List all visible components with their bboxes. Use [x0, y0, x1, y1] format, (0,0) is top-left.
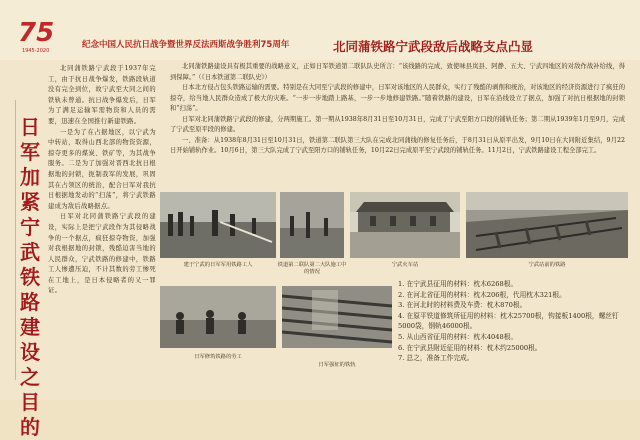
materials-list — [398, 279, 628, 364]
body-paragraph: 北同蒲铁路建设具有极其重要的战略意义，正如日军铁道第二联队队史所言：“该线路的完成，致使味县岚县、阿静、五大、宁武四地区的对敌作战补给线，得到保障。”（《日本铁道第二联队史》） — [170, 63, 625, 81]
photo-laborers — [160, 286, 276, 348]
list-item: 3. 在河北时的材料费及车费：枕木870根。 — [398, 301, 527, 310]
list-item: 2. 在河北省征用的材料：枕木206根，代用枕木321根。 — [398, 290, 566, 299]
list-item: 1. 在宁武县征用的材料：枕木6268根。 — [398, 280, 518, 288]
photo-caption: 铁道第二联队第二大队施工中的情况 — [277, 262, 347, 275]
left-paragraph: 北同蒲铁路宁武段于1937年完工，由于抗日战争爆发，铁路段轨道没有完全到位，故宁武至大同之间的铁轨未曾通。抗日战争爆发后，日军为了满足运输军需物资和人员的需要，迅速在全国推行新建铁路。 — [48, 65, 156, 125]
side-title: 日军加紧宁武铁路建设之目的 — [20, 115, 40, 439]
photo-caption: 宁武站前的铁路 — [528, 262, 566, 268]
list-item: 6. 在宁武县附近征用的材料：枕木约25000根。 — [398, 343, 542, 352]
body-paragraph: 日军对北同蒲铁路宁武段的修建，分两期施工。第一期从1938年8月31日至10月31日，完成了宁武至阳方口段的铺轨任务；第二期从1939年1月至9月，完成了宁武至原平段的修建。 — [170, 115, 625, 133]
anniversary-text: 纪念中国人民抗日战争暨世界反法西斯战争胜利75周年 — [82, 40, 290, 50]
photo-workers — [160, 192, 276, 258]
logo-years: 1945-2020 — [22, 48, 50, 54]
photo-caption: 日军强征的铁轨 — [318, 362, 356, 368]
left-paragraph: 日军对北同蒲铁路宁武段的建设，实际上是把宁武段作为其侵略战争的一个据点，疯狂掠夺物资，加强对我根据地的封锁，残酷迫害当地的人民群众，宁武铁路的修建中，铁路工人惨遭压迫，不计其数的劳工惨死在工地上，是日本侵略者的又一罪证。 — [48, 213, 156, 295]
list-item: 7. 总之，准备工作完成。 — [398, 354, 474, 363]
page-title: 北同蒲铁路宁武段敌后战略支点凸显 — [333, 39, 534, 54]
photo-caption: 建于宁武的日军军用铁路工人 — [183, 262, 253, 268]
body-paragraph: 日本北方侵占包头铁路运输的需要。特别是在大同至宁武段的修建中，日军对该地区的人民群众，实行了残酷的剥削和统治，对该地区的经济资源进行了疯狂的掠夺，给当地人民群众造成了极大的灾难。“一步一步地踏上路基，一步一步地修建铁路。”随着铁路的建设，日军在沿线设立了据点，加强了对抗日根据地的封锁和“扫荡”。 — [170, 84, 625, 112]
photo-station — [350, 192, 460, 258]
body-paragraph: 一、准备：从1938年8月31日至10月31日，铁道第二联队第三大队在完成北同蒲线的修复任务后，于8月31日从原平出发，9月10日在大同附近集结，9月22日开始铺轨作业。10月6日，第三大队完成了宁武至阳方口的铺轨任务，10月22日完成原平至宁武段的铺轨任务。11月2日，宁武铁路建设工程全部完工。 — [170, 136, 625, 154]
photo-rails — [282, 286, 392, 348]
photo-caption: 日军修筑铁路的劳工 — [194, 354, 242, 360]
left-paragraph: 一是为了在占据地区，以宁武为中转站，取得山西北部的物资资源，掠夺更多的煤炭、铁矿等，为其战争服务。二是为了加强对晋西北抗日根据地的封锁，扼制我军的发展，巩固其在占领区的统治，配合日军对我抗日根据地发动的“扫荡”，将宁武铁路建成为敌后战略据点。 — [48, 128, 156, 210]
header-band — [0, 0, 640, 60]
list-item: 5. 从山西省征用的材料：枕木4048根。 — [398, 332, 518, 341]
list-item: 4. 在原平铁道修筑所征用的材料：枕木25700根，钩接板1400根，螺丝钉5000袋，钢轨46000根。 — [398, 311, 619, 331]
left-column — [48, 64, 156, 378]
photo-tracks — [466, 192, 628, 258]
photo-construction — [280, 192, 344, 258]
anniversary-logo — [18, 18, 70, 54]
body-text — [170, 62, 625, 157]
logo-number: 75 — [18, 18, 55, 48]
photo-caption: 宁武火车站 — [391, 262, 419, 268]
